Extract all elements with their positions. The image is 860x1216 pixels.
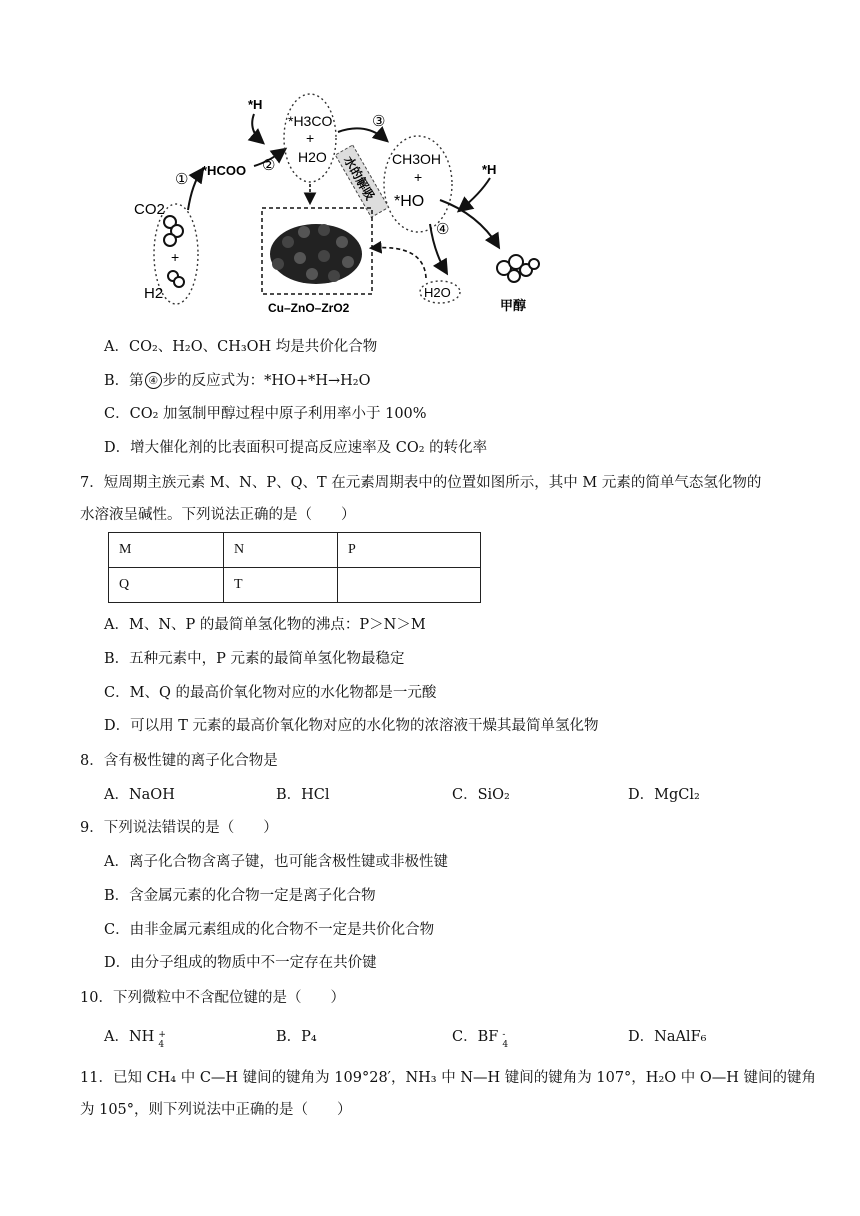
ion-charge xyxy=(154,1027,166,1050)
q11-stem-line1: 11．已知 CH₄ 中 C—H 键间的键角为 109°28′，NH₃ 中 N—H 键间的键角为 107°，H₂O 中 O—H 键间的键角 xyxy=(80,1070,817,1086)
q7-option-a: A．M、N、P 的最简单氢化物的沸点：P＞N＞M xyxy=(104,617,426,633)
svg-text:水的解吸: 水的解吸 xyxy=(341,153,378,203)
h2-molecule-icon xyxy=(168,271,184,287)
q6-option-c: C．CO₂ 加氢制甲醇过程中原子利用率小于 100% xyxy=(104,406,427,422)
q6-option-a: A．CO₂、H₂O、CH₃OH 均是共价化合物 xyxy=(104,339,378,355)
catalyst-cluster-icon xyxy=(270,224,362,284)
ion-charge xyxy=(498,1027,510,1050)
plus-label-2: + xyxy=(414,169,423,185)
h2o-bottom-label: H2O xyxy=(424,285,451,300)
periodic-table-fragment xyxy=(108,532,481,603)
ion-charge-sign: + xyxy=(158,1030,166,1040)
co2-label: CO2 xyxy=(134,201,165,218)
catalyst-label: Cu–ZnO–ZrO2 xyxy=(268,301,350,315)
table-cell: Q xyxy=(109,568,224,603)
ion-subscript: 4 xyxy=(158,1040,165,1050)
step3-label: ③ xyxy=(372,113,386,130)
q9-option-a: A．离子化合物含离子键，也可能含极性键或非极性键 xyxy=(104,854,448,870)
water-desorption-band xyxy=(335,145,388,217)
co2-molecule-icon xyxy=(164,216,183,246)
q11-stem-line2: 为 105°，则下列说法中正确的是（ ） xyxy=(80,1102,352,1118)
reaction-mechanism-diagram xyxy=(128,92,548,318)
step1-arrow xyxy=(188,170,202,210)
q10-option-c xyxy=(452,1027,510,1050)
q10-stem: 10．下列微粒中不含配位键的是（ ） xyxy=(80,990,345,1006)
h-right-label: *H xyxy=(482,162,497,177)
h-input-arrow xyxy=(252,114,262,142)
table-cell xyxy=(338,568,481,603)
q7-stem-line2: 水溶液呈碱性。下列说法正确的是（ ） xyxy=(80,507,356,523)
h3co-label: *H3CO xyxy=(288,113,333,129)
q10-option-c-base: C．BF xyxy=(452,1029,499,1045)
plus-label-1: + xyxy=(306,130,315,146)
ho-label: *HO xyxy=(394,193,425,210)
h-right-arrow xyxy=(460,178,490,210)
step2-label: ② xyxy=(262,157,276,174)
step1-label: ① xyxy=(175,171,189,188)
q9-option-d: D．由分子组成的物质中不一定存在共价键 xyxy=(104,955,377,971)
table-cell: N xyxy=(224,533,338,568)
methanol-label: 甲醇 xyxy=(500,298,527,313)
q6-option-b xyxy=(104,371,370,391)
q7-stem-line1: 7．短周期主族元素 M、N、P、Q、T 在元素周期表中的位置如图所示，其中 M 元素的简单气态氢化物的 xyxy=(80,475,762,491)
q8-stem: 8．含有极性键的离子化合物是 xyxy=(80,753,278,769)
table-row xyxy=(109,533,481,568)
q8-option-b: B．HCl xyxy=(276,787,330,803)
q9-option-b: B．含金属元素的化合物一定是离子化合物 xyxy=(104,888,376,904)
q6-option-b-prefix: B．第 xyxy=(104,373,144,389)
q10-option-a xyxy=(104,1027,166,1050)
table-cell: M xyxy=(109,533,224,568)
step3-arrow xyxy=(338,128,386,140)
ion-charge-sign: - xyxy=(502,1030,506,1040)
q7-option-b: B．五种元素中，P 元素的最简单氢化物最稳定 xyxy=(104,651,405,667)
step-number-badge: ④ xyxy=(145,372,162,389)
q7-option-d: D．可以用 T 元素的最高价氧化物对应的水化物的浓溶液干燥其最简单氢化物 xyxy=(104,718,599,734)
table-row xyxy=(109,568,481,603)
q10-option-b: B．P₄ xyxy=(276,1029,317,1045)
ch3oh-label: CH3OH xyxy=(392,151,442,167)
q8-option-c: C．SiO₂ xyxy=(452,787,510,803)
q10-option-d: D．NaAlF₆ xyxy=(628,1029,707,1045)
return-arrow xyxy=(372,248,426,278)
ion-subscript: 4 xyxy=(502,1040,509,1050)
methanol-molecule-icon xyxy=(497,255,539,282)
h2o-mid-label: H2O xyxy=(298,149,327,165)
plus-label: + xyxy=(171,249,180,265)
step4-label: ④ xyxy=(436,221,450,238)
q8-option-d: D．MgCl₂ xyxy=(628,787,700,803)
q6-option-d: D．增大催化剂的比表面积可提高反应速率及 CO₂ 的转化率 xyxy=(104,440,488,456)
q7-option-c: C．M、Q 的最高价氧化物对应的水化物都是一元酸 xyxy=(104,685,437,701)
table-cell: T xyxy=(224,568,338,603)
q9-stem: 9．下列说法错误的是（ ） xyxy=(80,820,278,836)
h-top-label: *H xyxy=(248,97,263,112)
q10-option-a-base: A．NH xyxy=(104,1029,155,1045)
table-cell: P xyxy=(338,533,481,568)
q9-option-c: C．由非金属元素组成的化合物不一定是共价化合物 xyxy=(104,922,435,938)
q6-option-b-text: 步的反应式为：*HO+*H→H₂O xyxy=(162,373,371,389)
q8-option-a: A．NaOH xyxy=(104,787,175,803)
h2-label: H2 xyxy=(144,285,164,302)
hcoo-label: *HCOO xyxy=(202,163,247,178)
